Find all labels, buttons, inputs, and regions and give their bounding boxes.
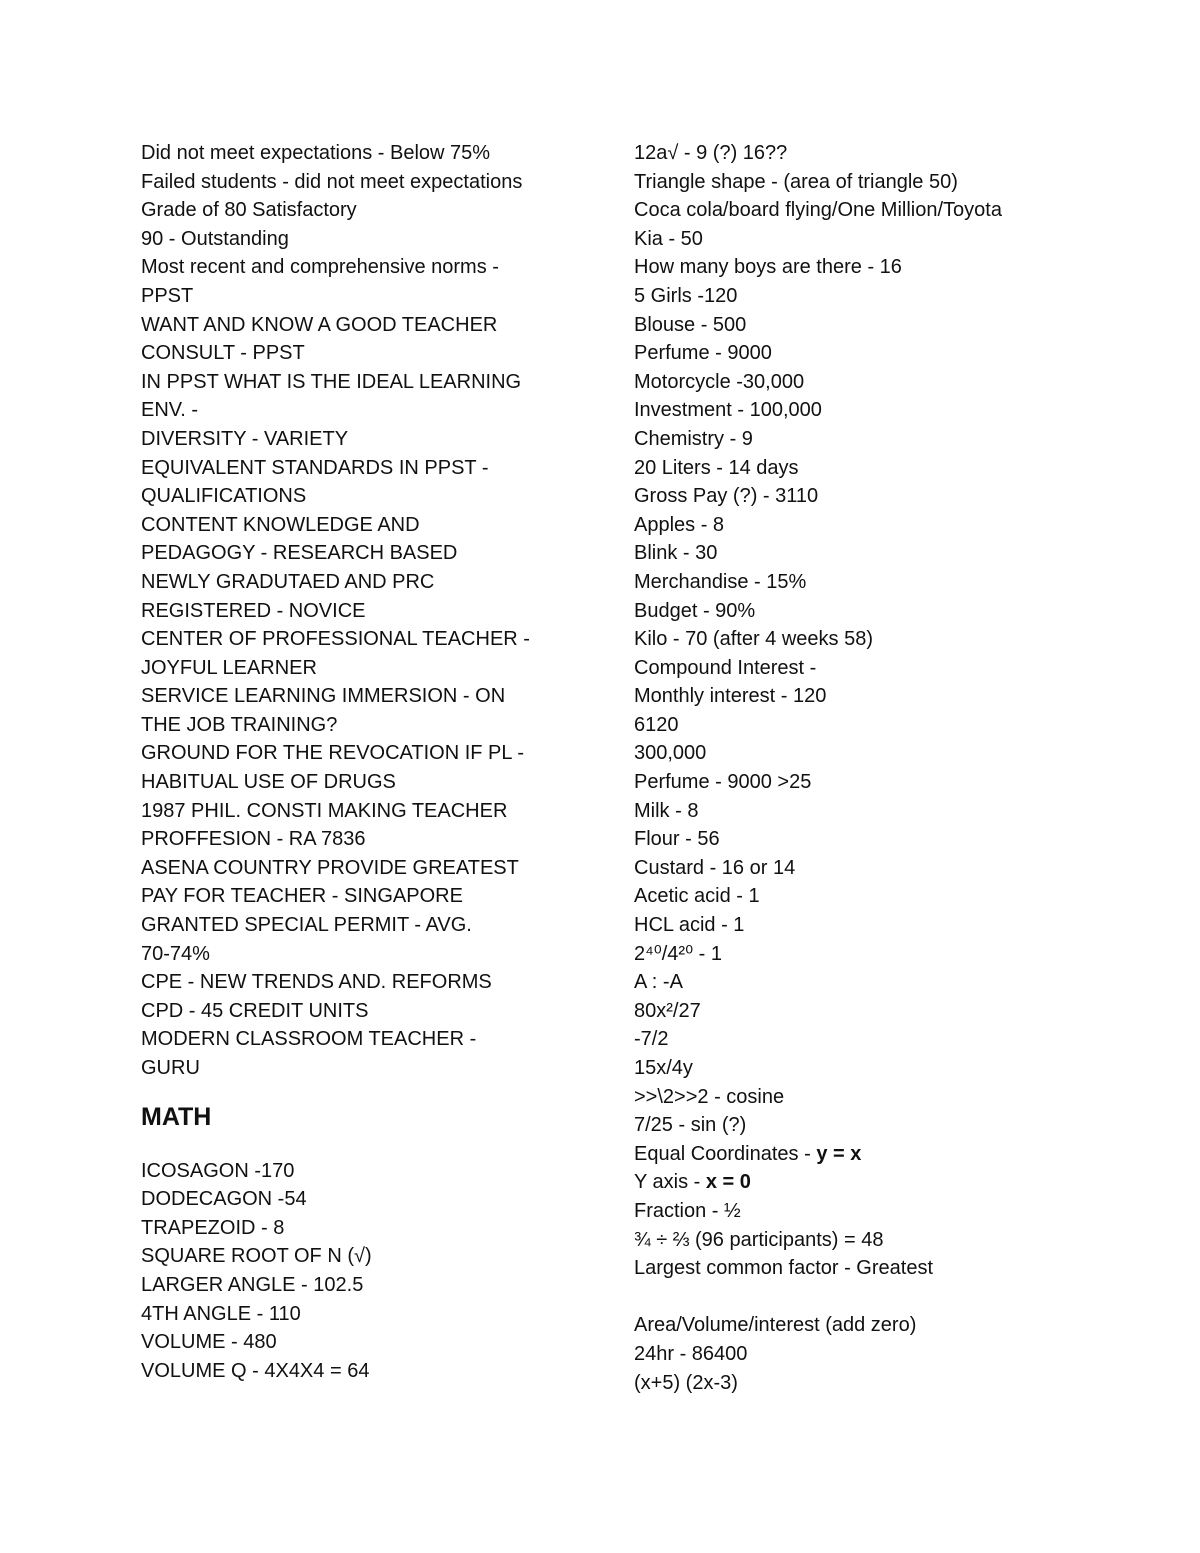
note-line: Most recent and comprehensive norms - [141, 256, 499, 279]
left-notes-list [141, 139, 581, 1083]
note-line: Grade of 80 Satisfactory [141, 199, 357, 222]
note-line: Motorcycle -30,000 [634, 370, 805, 393]
note-line: 2⁴⁰/4²⁰ - 1 [634, 942, 722, 965]
note-line: 7/25 - sin (?) [634, 1114, 747, 1137]
note-line: Investment - 100,000 [634, 399, 822, 422]
note-line: MODERN CLASSROOM TEACHER - [141, 1028, 477, 1051]
right-notes-list [634, 139, 1154, 1397]
note-line: HABITUAL USE OF DRUGS [141, 771, 396, 794]
note-line: Milk - 8 [634, 799, 699, 822]
math-notes-list [141, 1157, 581, 1386]
note-line: 70-74% [141, 942, 210, 965]
math-line: VOLUME - 480 [141, 1331, 277, 1354]
note-line: WANT AND KNOW A GOOD TEACHER [141, 313, 498, 336]
note-line: Gross Pay (?) - 3110 [634, 485, 819, 508]
note-line: Flour - 56 [634, 828, 720, 851]
note-line: Custard - 16 or 14 [634, 856, 796, 879]
note-line: How many boys are there - 16 [634, 256, 902, 279]
note-line: Blouse - 500 [634, 313, 747, 336]
note-line: ENV. - [141, 399, 199, 422]
note-line: GROUND FOR THE REVOCATION IF PL - [141, 742, 524, 765]
note-line: EQUIVALENT STANDARDS IN PPST - [141, 456, 489, 479]
note-line: Fraction - ½ [634, 1199, 741, 1222]
note-line: 12a√ - 9 (?) 16?? [634, 142, 788, 164]
note-line: Compound Interest - [634, 656, 817, 679]
note-line: QUALIFICATIONS [141, 485, 307, 508]
note-line: (x+5) (2x-3) [634, 1371, 738, 1394]
note-line: 90 - Outstanding [141, 227, 289, 250]
note-line: Largest common factor - Greatest [634, 1257, 934, 1280]
note-line: NEWLY GRADUTAED AND PRC [141, 570, 435, 593]
note-line: SERVICE LEARNING IMMERSION - ON [141, 685, 506, 708]
note-line: PAY FOR TEACHER - SINGAPORE [141, 885, 463, 908]
left-column [141, 139, 581, 1385]
equal-coordinates-label: Equal Coordinates - [634, 1142, 817, 1165]
note-line: Did not meet expectations - Below 75% [141, 142, 491, 164]
note-line: Blink - 30 [634, 542, 718, 565]
note-line: 15x/4y [634, 1057, 693, 1079]
note-line: PEDAGOGY - RESEARCH BASED [141, 542, 458, 565]
math-line: ICOSAGON -170 [141, 1159, 295, 1182]
math-line: TRAPEZOID - 8 [141, 1216, 285, 1239]
note-line: 1987 PHIL. CONSTI MAKING TEACHER [141, 799, 508, 822]
note-line: 5 Girls -120 [634, 284, 738, 307]
note-line: 300,000 [634, 742, 707, 765]
note-line: Perfume - 9000 >25 [634, 771, 812, 794]
note-line: Triangle shape - (area of triangle 50) [634, 170, 958, 193]
math-heading: MATH [141, 1102, 212, 1131]
note-line: Kilo - 70 (after 4 weeks 58) [634, 628, 873, 651]
note-line: A : -A [634, 971, 683, 994]
note-line: DIVERSITY - VARIETY [141, 427, 349, 450]
note-line: >>\2>>2 - cosine [634, 1085, 785, 1108]
note-line: CPD - 45 CREDIT UNITS [141, 999, 369, 1022]
equal-coordinates-value: y = x [816, 1142, 862, 1165]
note-line: 80x²/27 [634, 999, 701, 1022]
note-line: PPST [141, 284, 194, 307]
note-line: Perfume - 9000 [634, 342, 772, 365]
note-line: -7/2 [634, 1028, 669, 1051]
note-line: Monthly interest - 120 [634, 685, 827, 708]
note-line: ASENA COUNTRY PROVIDE GREATEST [141, 856, 519, 879]
equal-coordinates-line [634, 1140, 1154, 1169]
note-line: ¾ ÷ ⅔ (96 participants) = 48 [634, 1228, 884, 1251]
note-line: CPE - NEW TRENDS AND. REFORMS [141, 971, 492, 994]
note-line: Budget - 90% [634, 599, 756, 622]
note-line: Acetic acid - 1 [634, 885, 760, 908]
right-column [634, 139, 1154, 1397]
math-line: VOLUME Q - 4X4X4 = 64 [141, 1359, 370, 1382]
note-line: Failed students - did not meet expectations [141, 170, 523, 193]
note-line: THE JOB TRAINING? [141, 713, 338, 736]
note-line: Area/Volume/interest (add zero) [634, 1314, 917, 1337]
y-axis-line [634, 1168, 1154, 1197]
note-line: 6120 [634, 713, 679, 736]
note-line: 24hr - 86400 [634, 1342, 748, 1365]
math-line: SQUARE ROOT OF N (√) [141, 1245, 372, 1268]
note-line: CONTENT KNOWLEDGE AND [141, 513, 420, 536]
note-line: HCL acid - 1 [634, 914, 745, 937]
note-line: Kia - 50 [634, 227, 703, 250]
note-line: JOYFUL LEARNER [141, 656, 317, 679]
blank-line [634, 1283, 1154, 1312]
y-axis-value: x = 0 [705, 1171, 751, 1194]
note-line: PROFFESION - RA 7836 [141, 828, 366, 851]
note-line: IN PPST WHAT IS THE IDEAL LEARNING [141, 370, 522, 393]
note-line: Chemistry - 9 [634, 427, 753, 450]
note-line: GURU [141, 1057, 200, 1079]
math-line: LARGER ANGLE - 102.5 [141, 1273, 364, 1296]
note-line: Apples - 8 [634, 513, 725, 536]
note-line: CONSULT - PPST [141, 342, 305, 365]
y-axis-label: Y axis - [634, 1171, 706, 1194]
math-line: 4TH ANGLE - 110 [141, 1302, 301, 1325]
note-line: CENTER OF PROFESSIONAL TEACHER - [141, 628, 530, 651]
note-line: GRANTED SPECIAL PERMIT - AVG. [141, 914, 472, 937]
note-line: REGISTERED - NOVICE [141, 599, 366, 622]
note-line: Coca cola/board flying/One Million/Toyota [634, 199, 1002, 222]
note-line: Merchandise - 15% [634, 570, 807, 593]
math-line: DODECAGON -54 [141, 1188, 307, 1211]
note-line: 20 Liters - 14 days [634, 456, 799, 479]
